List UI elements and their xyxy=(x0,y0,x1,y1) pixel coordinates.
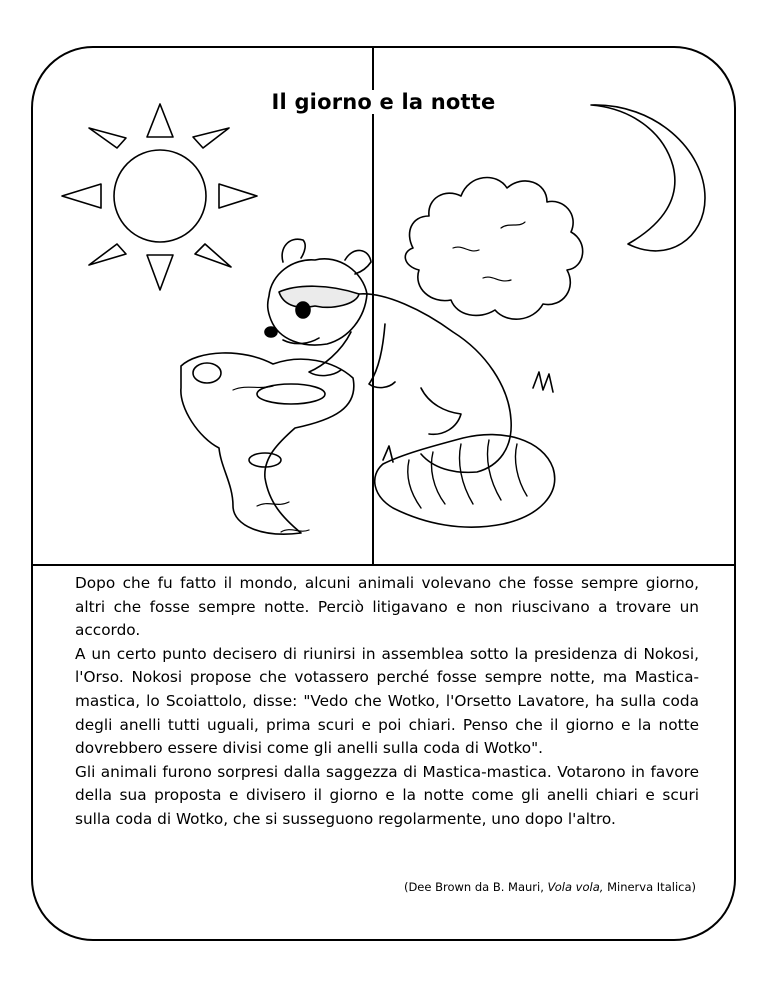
sun-icon xyxy=(62,104,257,290)
stone-drawing xyxy=(193,363,221,383)
moon-icon xyxy=(591,105,705,251)
book-title: Vola vola, xyxy=(547,880,604,894)
story-text xyxy=(75,572,699,832)
source-credit: (Dee Brown da B. Mauri, Vola vola, Minerva Italica) xyxy=(403,880,696,894)
page-title: Il giorno e la notte xyxy=(33,90,734,114)
bush-drawing xyxy=(405,178,582,320)
story-paragraph: Dopo che fu fatto il mondo, alcuni animali volevano che fosse sempre giorno, altri che fosse sempre notte. Perciò litigavano e non riuscivano a trovare un accordo. xyxy=(75,574,699,640)
raccoon-drawing xyxy=(265,239,555,527)
illustration xyxy=(33,48,736,568)
page-frame xyxy=(31,46,736,941)
story-paragraph: A un certo punto decisero di riunirsi in assemblea sotto la presidenza di Nokosi, l'Orso. Nokosi propose che votassero perché fosse sempre notte, ma Mastica-mastica, lo Scoiattolo, disse: "Vedo che Wotko, l'Orsetto Lavatore, ha sulla coda degli anelli tutti uguali, prima scuri e poi chiari. Penso che il giorno e la notte dovrebbero essere divisi come gli anelli sulla coda di Wotko". xyxy=(75,644,699,758)
puddle-drawing xyxy=(181,353,354,534)
story-paragraph: Gli animali furono sorpresi dalla saggezza di Mastica-mastica. Votarono in favore della sua proposta e divisero il giorno e la notte come gli anelli chiari e scuri sulla coda di Wotko, che si susseguono regolarmente, uno dopo l'altro. xyxy=(75,762,699,828)
